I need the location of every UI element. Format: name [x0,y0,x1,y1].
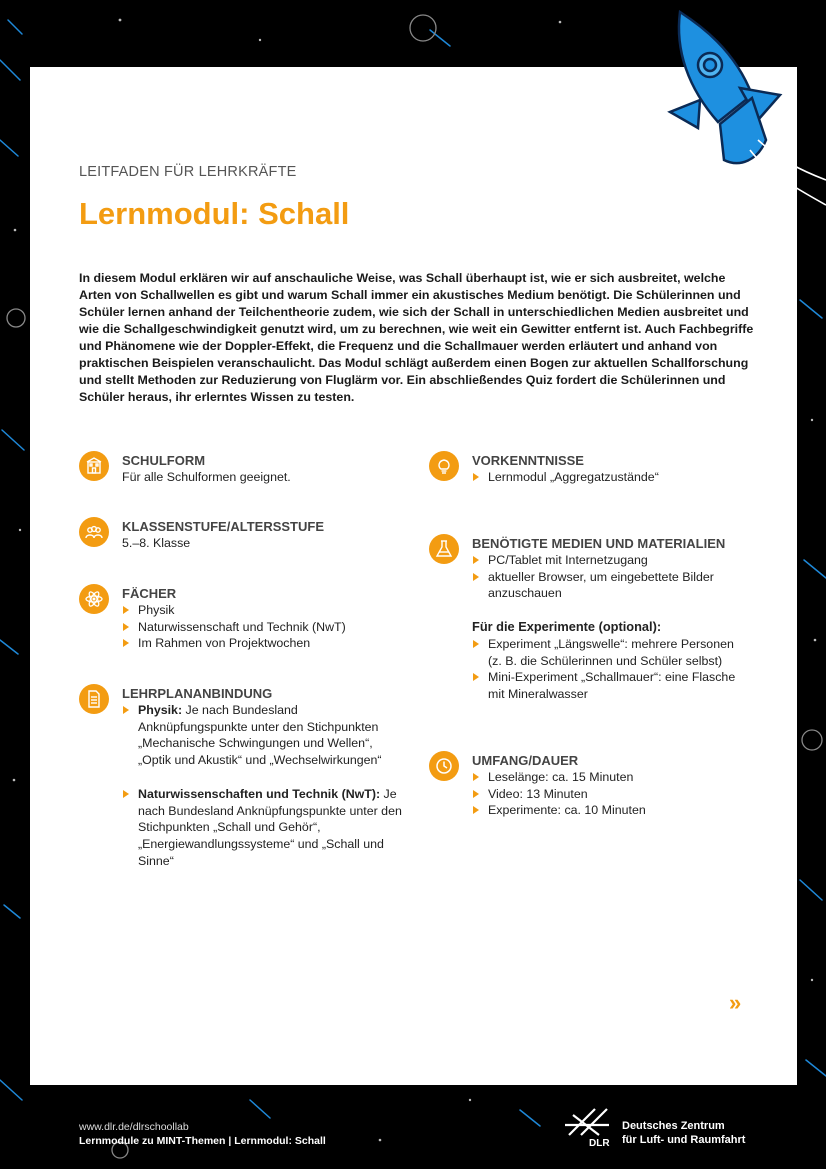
org-name-line1: Deutsches Zentrum [622,1120,725,1132]
lehrplan-title: LEHRPLANANBINDUNG [122,686,273,701]
dlr-logo [563,1105,763,1149]
umfang-title: UMFANG/DAUER [472,753,579,768]
org-name-line2: für Luft- und Raumfahrt [622,1134,746,1146]
school-building-icon [79,451,109,481]
list-item: Leselänge: ca. 15 Minuten [472,769,762,786]
rocket-icon [640,0,826,240]
list-item: Lernmodul „Aggregatzustände“ [472,469,762,486]
medien-title: BENÖTIGTE MEDIEN UND MATERIALIEN [472,536,726,551]
eyebrow-label: LEITFADEN FÜR LEHRKRÄFTE [79,164,297,180]
list-item: Physik [122,602,412,619]
lehrplan-list [122,702,402,869]
vorkenntnisse-list [472,469,762,486]
flask-icon [429,534,459,564]
group-icon [79,517,109,547]
atom-icon [79,584,109,614]
document-icon [79,684,109,714]
experimente-list [472,636,742,703]
schulform-text: Für alle Schulformen geeignet. [122,470,291,484]
umfang-list [472,769,762,819]
list-item: Video: 13 Minuten [472,786,762,803]
list-item: aktueller Browser, um eingebettete Bilder anzuschauen [472,569,742,602]
list-item: Experiment „Längswelle“: mehrere Personen (z. B. die Schülerinnen und Schüler selbst) [472,636,742,669]
klassenstufe-title: KLASSENSTUFE/ALTERSSTUFE [122,519,324,534]
lightbulb-icon [429,451,459,481]
clock-icon [429,751,459,781]
footer-series: Lernmodule zu MINT-Themen | Lernmodul: Schall [79,1135,326,1147]
medien-list [472,552,742,602]
klassenstufe-text: 5.–8. Klasse [122,536,191,550]
list-item [122,786,402,870]
intro-paragraph: In diesem Modul erklären wir auf anschauliche Weise, was Schall überhaupt ist, wie er sich ausbreitet, welche Arten von Schallwellen es gibt und warum Schall immer ein akustisches Medium benötigt. Die Schülerinnen und Schüler lernen anhand der Teilchentheorie zudem, wie sich der Schall in unterschiedlichen Medien ausbreitet und wie die Schallgeschwindigkeit genutzt wird, um zu berechnen, wie weit ein Gewitter entfernt ist. Auch Fachbegriffe und Phänomene wie der Doppler-Effekt, die Frequenz und die Schallmauer werden erläutert und anhand von praktischen Beispielen veranschaulicht. Das Modul schlägt außerdem einen Bogen zur aktuellen Schallforschung und stellt Methoden zur Reduzierung von Fluglärm vor. Ein abschließendes Quiz fordert die Schülerinnen und Schüler heraus, ihr erlerntes Wissen zu testen. [79,271,754,404]
next-page-arrow[interactable]: » [729,990,742,1015]
footer-url[interactable]: www.dlr.de/dlrschoollab [79,1121,189,1133]
faecher-list [122,602,412,652]
list-item: Experimente: ca. 10 Minuten [472,802,762,819]
dlr-emblem-icon [563,1105,619,1149]
footer-info [79,1120,326,1148]
lehrplan-physik-label: Physik: [138,703,183,717]
list-item: PC/Tablet mit Internetzugang [472,552,742,569]
lehrplan-nwt-label: Naturwissenschaften und Technik (NwT): [138,786,381,801]
page-title: Lernmodul: Schall [79,196,350,231]
experimente-subhead: Für die Experimente (optional): [472,619,662,635]
list-item [122,702,402,769]
list-item: Naturwissenschaft und Technik (NwT) [122,619,412,636]
dlr-logo-label: DLR [589,1138,610,1149]
lehrplan-nwt-text: Je nach Bundesland Anknüpfungspunkte unter den Stichpunkten „Schall und Gehör“, „Energiewandlungssysteme“ und „Schall und Sinne“ [138,786,402,868]
schulform-title: SCHULFORM [122,453,206,468]
vorkenntnisse-title: VORKENNTNISSE [472,453,584,468]
list-item: Im Rahmen von Projektwochen [122,635,412,652]
faecher-title: FÄCHER [122,586,177,601]
list-item: Mini-Experiment „Schallmauer“: eine Flasche mit Mineralwasser [472,669,742,702]
lehrplan-physik-text: Je nach Bundesland Anknüpfungspunkte unter den Stichpunkten „Mechanische Schwingungen und Wellen“, „Optik und Akustik“ und „Wechselwirkungen“ [138,703,382,768]
